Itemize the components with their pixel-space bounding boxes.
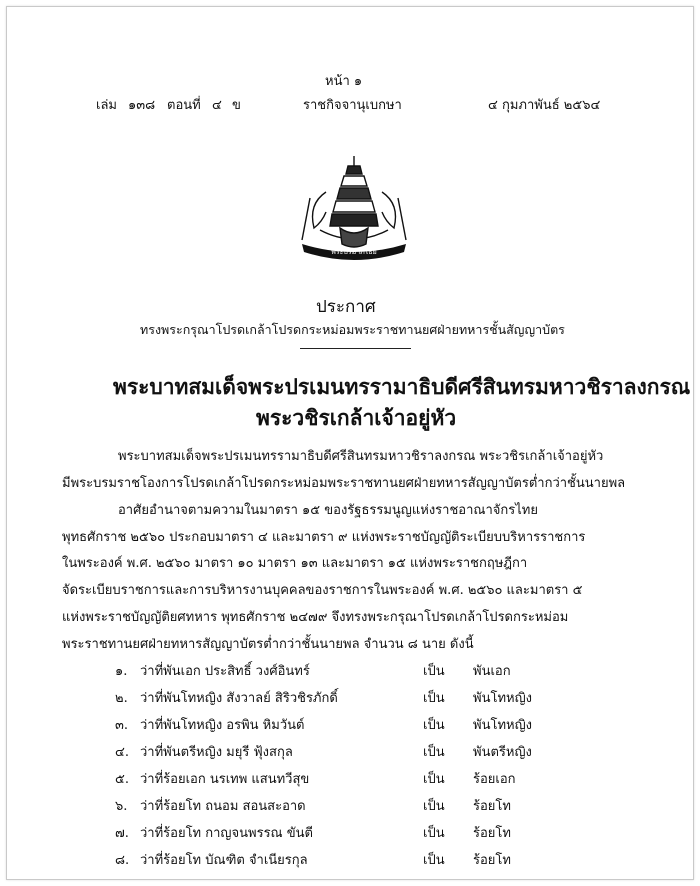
item-as: เป็น	[423, 799, 445, 814]
section-label: ตอนที่	[167, 98, 201, 113]
announcement-heading: ประกาศ	[316, 297, 376, 317]
item-rank: พันตรีหญิง	[473, 745, 532, 760]
body-line-8: พระราชทานยศฝ่ายทหารสัญญาบัตรต่ำกว่าชั้นนายพล จำนวน ๘ นาย ดังนี้	[62, 637, 474, 652]
item-number: ๓.	[115, 718, 129, 733]
item-rank: พันเอก	[473, 664, 511, 679]
item-name: ว่าที่พันตรีหญิง มยุรี ฟุ้งสกุล	[140, 745, 293, 760]
item-as: เป็น	[423, 772, 445, 787]
item-name: ว่าที่พันเอก ประสิทธิ์ วงศ์อินทร์	[140, 664, 310, 679]
item-name: ว่าที่พันโทหญิง สังวาลย์ สิริวชิรภักดิ์	[140, 691, 338, 706]
item-number: ๑.	[115, 664, 128, 679]
emblem-banner-text: พระปรมาภิไธย	[331, 248, 377, 256]
item-number: ๗.	[115, 826, 129, 841]
item-number: ๒.	[115, 691, 128, 706]
item-as: เป็น	[423, 826, 445, 841]
section-suffix: ข	[232, 98, 241, 113]
item-as: เป็น	[423, 718, 445, 733]
item-number: ๖.	[115, 799, 128, 814]
item-as: เป็น	[423, 853, 445, 868]
item-name: ว่าที่ร้อยโท บัณฑิต จำเนียรกุล	[140, 853, 308, 868]
item-rank: พันโทหญิง	[473, 718, 533, 733]
item-rank: พันโทหญิง	[473, 691, 533, 706]
item-number: ๘.	[115, 853, 130, 868]
item-rank: ร้อยโท	[473, 826, 511, 841]
item-name: ว่าที่พันโทหญิง อรพิน หิมวันต์	[140, 718, 305, 733]
item-name: ว่าที่ร้อยโท ถนอม สอนสะอาด	[140, 799, 306, 814]
document-page	[6, 6, 694, 880]
section-number: ๔	[212, 98, 222, 113]
body-line-3: อาศัยอำนาจตามความในมาตรา ๑๕ ของรัฐธรรมนูญแห่งราชอาณาจักรไทย	[118, 503, 538, 518]
item-rank: ร้อยเอก	[473, 772, 516, 787]
item-number: ๕.	[115, 772, 129, 787]
body-line-5: ในพระองค์ พ.ศ. ๒๕๖๐ มาตรา ๑๐ มาตรา ๑๓ และมาตรา ๑๕ แห่งพระราชกฤษฎีกา	[62, 556, 528, 571]
body-line-1: พระบาทสมเด็จพระปรเมนทรรามาธิบดีศรีสินทรมหาวชิราลงกรณ พระวชิรเกล้าเจ้าอยู่หัว	[118, 449, 604, 464]
item-name: ว่าที่ร้อยเอก นรเทพ แสนทวีสุข	[140, 772, 310, 787]
issue-date: ๔ กุมภาพันธ์ ๒๕๖๔	[488, 98, 601, 113]
announcement-subject: ทรงพระกรุณาโปรดเกล้าโปรดกระหม่อมพระราชทานยศฝ่ายทหารชั้นสัญญาบัตร	[140, 322, 565, 337]
body-line-6: จัดระเบียบราชการและการบริหารงานบุคคลของราชการในพระองค์ พ.ศ. ๒๕๖๐ และมาตรา ๕	[62, 583, 583, 598]
item-rank: ร้อยโท	[473, 853, 511, 868]
royal-emblem-icon	[296, 152, 412, 262]
item-name: ว่าที่ร้อยโท กาญจนพรรณ ขันตี	[140, 826, 313, 841]
volume-number: ๑๓๘	[128, 98, 156, 113]
item-as: เป็น	[423, 664, 445, 679]
body-line-4: พุทธศักราช ๒๕๖๐ ประกอบมาตรา ๔ และมาตรา ๙ แห่งพระราชบัญญัติระเบียบบริหารราชการ	[62, 530, 586, 545]
royal-title-line1: พระบาทสมเด็จพระปรเมนทรรามาธิบดีศรีสินทรมหาวชิราลงกรณ	[113, 374, 691, 399]
page-number: หน้า ๑	[325, 74, 363, 89]
gazette-name: ราชกิจจานุเบกษา	[303, 98, 402, 113]
item-rank: ร้อยโท	[473, 799, 511, 814]
item-number: ๔.	[115, 745, 129, 760]
item-as: เป็น	[423, 745, 445, 760]
body-line-2: มีพระบรมราชโองการโปรดเกล้าโปรดกระหม่อมพระราชทานยศฝ่ายทหารสัญญาบัตรต่ำกว่าชั้นนายพล	[62, 476, 626, 491]
body-line-7: แห่งพระราชบัญญัติยศทหาร พุทธศักราช ๒๔๗๙ จึงทรงพระกรุณาโปรดเกล้าโปรดกระหม่อม	[62, 610, 569, 625]
item-as: เป็น	[423, 691, 445, 706]
royal-title-line2: พระวชิรเกล้าเจ้าอยู่หัว	[256, 405, 457, 430]
volume-label: เล่ม	[96, 98, 117, 113]
divider	[300, 348, 411, 349]
